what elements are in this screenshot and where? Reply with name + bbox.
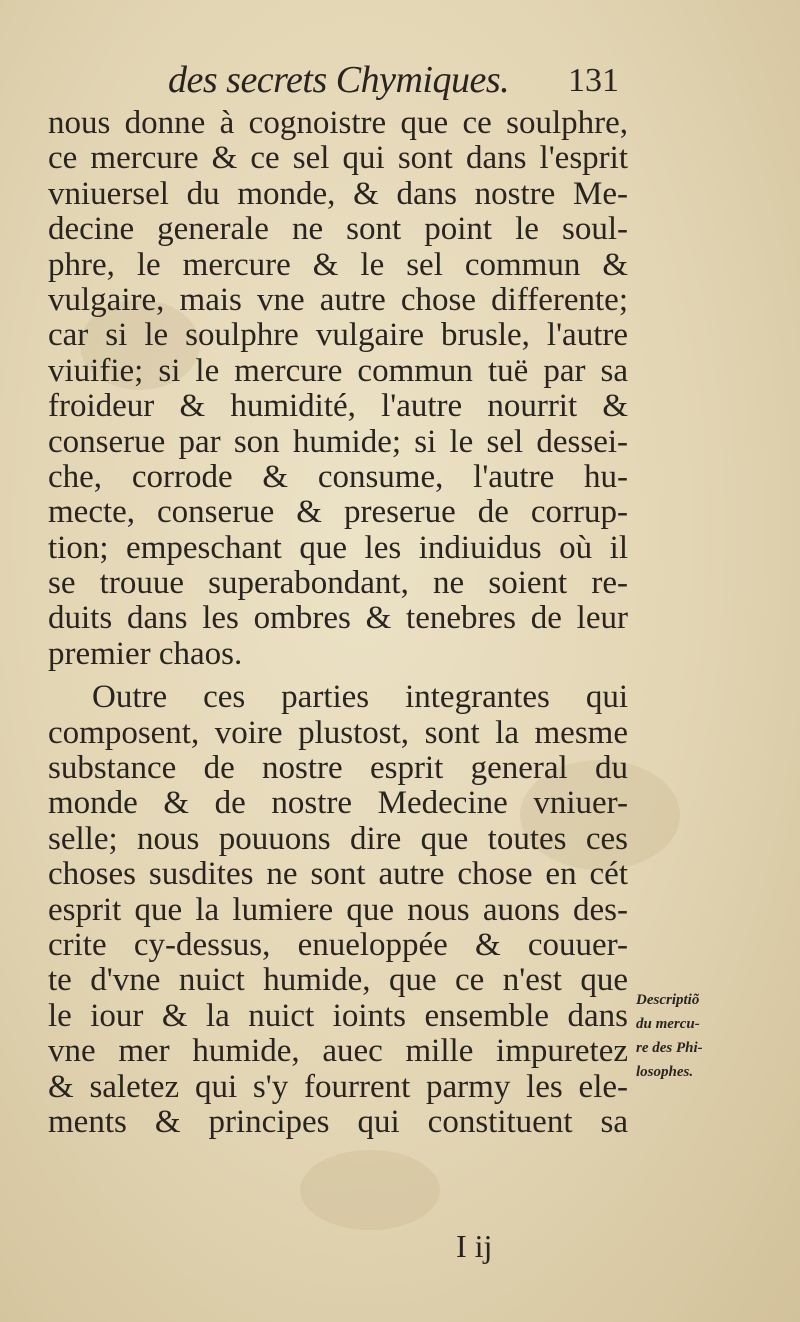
marginal-note-line: du mercu- <box>636 1016 700 1032</box>
text-line: premier chaos. <box>48 635 243 672</box>
text-line: che, corrode & consume, l'autre hu- <box>48 458 628 495</box>
marginal-note-line: re des Phi- <box>636 1040 703 1056</box>
page-header <box>0 58 800 108</box>
text-line: ments & principes qui constituent sa <box>48 1103 628 1140</box>
text-line: ce mercure & ce sel qui sont dans l'esprit <box>48 140 628 177</box>
marginal-note <box>636 988 746 1084</box>
marginal-note-line: Descriptiõ <box>636 992 700 1008</box>
page-number: 131 <box>568 62 619 99</box>
signature-mark: I ij <box>456 1228 493 1264</box>
text-line: vne mer humide, auec mille impuretez <box>48 1033 628 1070</box>
text-line: nous donne à cognoistre que ce soulphre, <box>48 105 628 141</box>
text-line: selle; nous pouuons dire que toutes ces <box>48 820 628 857</box>
text-line: crite cy-dessus, enueloppée & couuer- <box>48 926 628 963</box>
paragraph <box>48 680 628 1140</box>
text-line: decine generale ne sont point le soul- <box>48 211 628 248</box>
text-line: se trouue superabondant, ne soient re- <box>48 565 628 602</box>
text-line: viuifie; si le mercure commun tuë par sa <box>48 352 628 389</box>
text-line: esprit que la lumiere que nous auons des- <box>48 891 628 928</box>
body-text <box>48 106 628 1140</box>
paragraph <box>48 106 628 672</box>
text-line: substance de nostre esprit general du <box>48 750 628 787</box>
text-line: te d'vne nuict humide, que ce n'est que <box>48 962 628 999</box>
paper-stain <box>300 1150 440 1230</box>
text-line: car si le soulphre vulgaire brusle, l'autre <box>48 317 628 354</box>
text-line: le iour & la nuict ioints ensemble dans <box>48 997 628 1034</box>
text-line: phre, le mercure & le sel commun & <box>48 246 628 283</box>
running-title: des secrets Chymiques. <box>168 59 510 101</box>
text-line: conserue par son humide; si le sel dessei- <box>48 423 628 460</box>
text-line: froideur & humidité, l'autre nourrit & <box>48 388 628 425</box>
text-line: mecte, conserue & preserue de corrup- <box>48 494 628 531</box>
text-line: composent, voire plustost, sont la mesme <box>48 714 628 751</box>
text-line: vulgaire, mais vne autre chose differente; <box>48 281 628 318</box>
text-line: duits dans les ombres & tenebres de leur <box>48 600 628 637</box>
text-line: & saletez qui s'y fourrent parmy les ele- <box>48 1068 628 1105</box>
text-line: vniuersel du monde, & dans nostre Me- <box>48 175 628 212</box>
text-line: Outre ces parties integrantes qui <box>92 679 628 716</box>
text-line: tion; empeschant que les indiuidus où il <box>48 529 628 566</box>
text-line: monde & de nostre Medecine vniuer- <box>48 785 628 822</box>
marginal-note-line: losophes. <box>636 1064 694 1080</box>
text-line: choses susdites ne sont autre chose en cét <box>48 856 628 893</box>
